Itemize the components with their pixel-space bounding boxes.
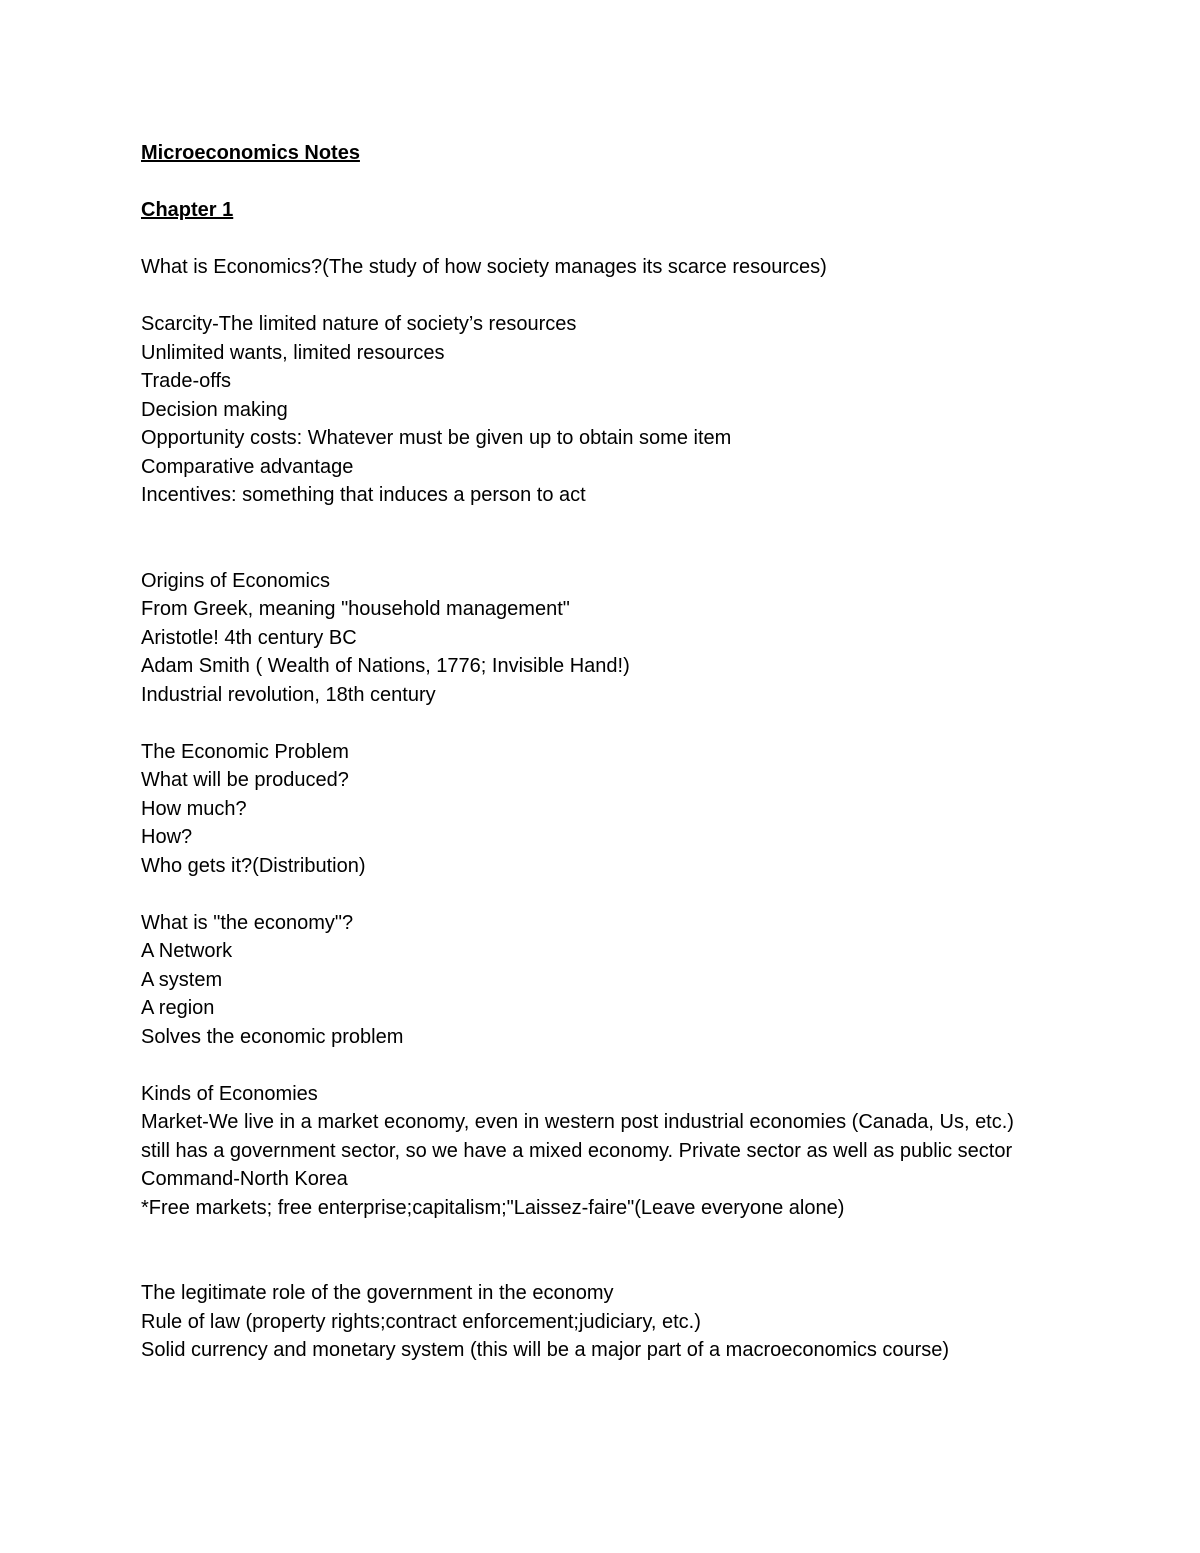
kinds-command-line: Command-North Korea xyxy=(141,1168,348,1190)
spacer xyxy=(141,225,1061,254)
spacer xyxy=(141,709,1061,738)
basics-item: Opportunity costs: Whatever must be given up to obtain some item xyxy=(141,427,732,449)
problem-item: What will be produced? xyxy=(141,769,349,791)
economy-item: A Network xyxy=(141,940,233,962)
document-body xyxy=(141,139,1061,1365)
intro-line: What is Economics?(The study of how society manages its scarce resources) xyxy=(141,256,827,278)
problem-heading: The Economic Problem xyxy=(141,740,349,763)
origins-item: Adam Smith ( Wealth of Nations, 1776; Invisible Hand!) xyxy=(141,655,630,677)
document-title: Microeconomics Notes xyxy=(141,142,360,164)
origins-heading: Origins of Economics xyxy=(141,569,330,592)
origins-item: From Greek, meaning "household management" xyxy=(141,598,570,620)
spacer xyxy=(141,168,1061,197)
spacer xyxy=(141,510,1061,567)
basics-item: Unlimited wants, limited resources xyxy=(141,341,445,364)
economy-item: Solves the economic problem xyxy=(141,1025,404,1048)
problem-item: How? xyxy=(141,826,193,848)
government-heading: The legitimate role of the government in the economy xyxy=(141,1282,614,1304)
kinds-free-line: *Free markets; free enterprise;capitalism;"Laissez-faire"(Leave everyone alone) xyxy=(141,1196,845,1219)
problem-item: Who gets it?(Distribution) xyxy=(141,854,366,877)
spacer xyxy=(141,1222,1061,1279)
problem-item: How much? xyxy=(141,797,247,820)
spacer xyxy=(141,282,1061,311)
government-item: Solid currency and monetary system (this will be a major part of a macroeconomics course) xyxy=(141,1339,950,1361)
kinds-heading: Kinds of Economies xyxy=(141,1082,318,1105)
spacer xyxy=(141,880,1061,909)
origins-item: Industrial revolution, 18th century xyxy=(141,683,436,706)
spacer xyxy=(141,1051,1061,1080)
basics-item: Trade-offs xyxy=(141,370,232,392)
basics-item: Scarcity-The limited nature of society’s resources xyxy=(141,313,577,335)
basics-item: Decision making xyxy=(141,398,288,421)
government-item: Rule of law (property rights;contract enforcement;judiciary, etc.) xyxy=(141,1310,701,1333)
basics-item: Comparative advantage xyxy=(141,455,354,478)
basics-item: Incentives: something that induces a person to act xyxy=(141,484,586,506)
economy-heading: What is "the economy"? xyxy=(141,911,354,934)
origins-item: Aristotle! 4th century BC xyxy=(141,626,357,649)
chapter-heading: Chapter 1 xyxy=(141,199,234,221)
economy-item: A region xyxy=(141,997,215,1019)
kinds-market-paragraph: Market-We live in a market economy, even in western post industrial economies (Canada, Us, etc.) still has a government sector, so we have a mixed economy. Private sector as well as public sector xyxy=(141,1111,1014,1162)
economy-item: A system xyxy=(141,968,223,991)
